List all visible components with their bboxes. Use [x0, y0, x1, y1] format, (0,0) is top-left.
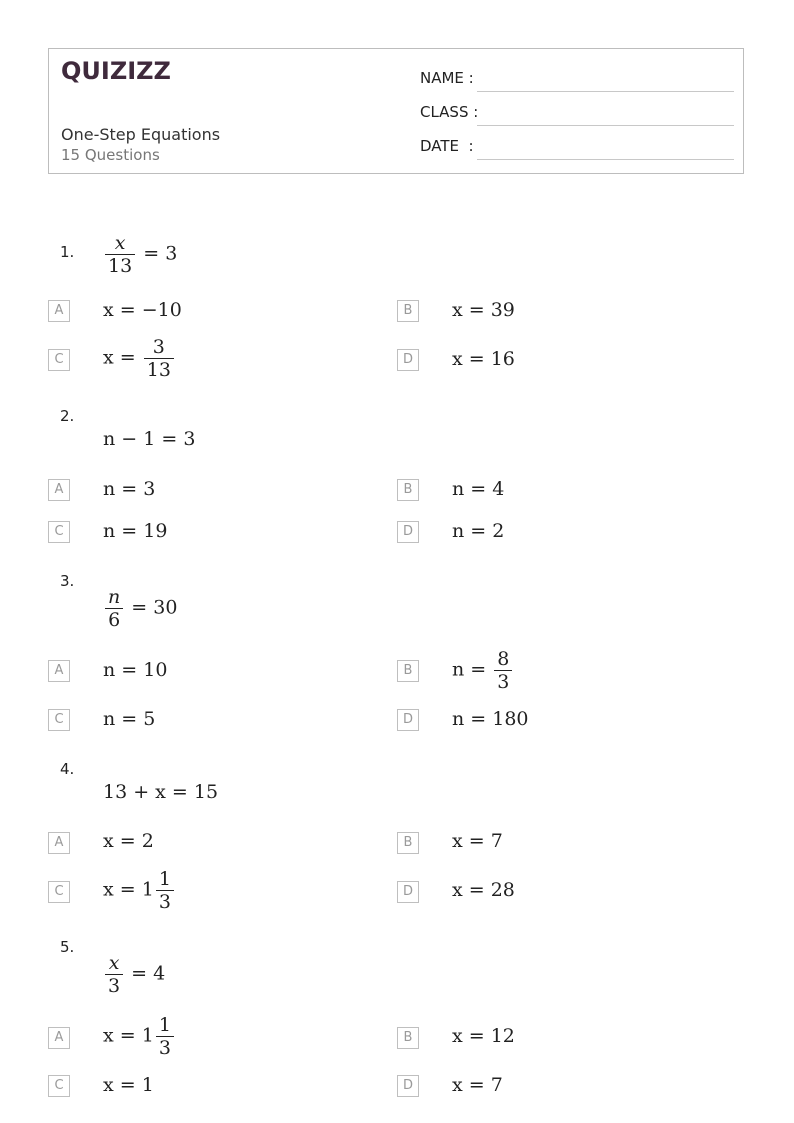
- option-a-text: x = 1 $\frac{1}{3}$: [103, 1014, 176, 1059]
- option-d-box[interactable]: D: [397, 709, 419, 731]
- option-c-box[interactable]: C: [48, 1075, 70, 1097]
- option-a-box[interactable]: A: [48, 300, 70, 322]
- option-c-text: x = 1: [103, 1074, 154, 1096]
- option-b-box[interactable]: B: [397, 832, 419, 854]
- worksheet-header: [48, 48, 744, 174]
- option-d-text: n = 180: [452, 708, 529, 730]
- question-number: 3.: [60, 572, 75, 590]
- option-b-text: n = $\frac{8}{3}$: [452, 648, 514, 693]
- option-b-box[interactable]: B: [397, 479, 419, 501]
- option-a-text: x = 2: [103, 830, 154, 852]
- name-field[interactable]: [420, 69, 734, 93]
- question-number: 1.: [60, 243, 75, 261]
- question-number: 2.: [60, 407, 75, 425]
- option-d-text: n = 2: [452, 520, 505, 542]
- option-b-text: x = 12: [452, 1025, 515, 1047]
- option-c-box[interactable]: C: [48, 709, 70, 731]
- option-b-text: x = 7: [452, 830, 503, 852]
- option-a-box[interactable]: A: [48, 660, 70, 682]
- option-a-text: n = 10: [103, 659, 168, 681]
- option-d-text: x = 7: [452, 1074, 503, 1096]
- class-field[interactable]: [420, 103, 734, 127]
- option-d-box[interactable]: D: [397, 881, 419, 903]
- option-d-text: x = 28: [452, 879, 515, 901]
- class-line[interactable]: [477, 125, 734, 126]
- option-b-box[interactable]: B: [397, 660, 419, 682]
- question-prompt: $\frac{n}{6}$ = 30: [103, 586, 177, 631]
- option-c-box[interactable]: C: [48, 521, 70, 543]
- question-prompt: $\frac{x}{3}$ = 4: [103, 952, 165, 997]
- option-a-box[interactable]: A: [48, 479, 70, 501]
- name-line[interactable]: [477, 91, 734, 92]
- option-c-text: n = 5: [103, 708, 156, 730]
- option-d-box[interactable]: D: [397, 349, 419, 371]
- question-number: 4.: [60, 760, 75, 778]
- date-label: DATE :: [420, 137, 474, 155]
- option-c-text: x = 1 $\frac{1}{3}$: [103, 868, 176, 913]
- option-a-text: x = −10: [103, 299, 182, 321]
- option-c-box[interactable]: C: [48, 349, 70, 371]
- option-c-box[interactable]: C: [48, 881, 70, 903]
- option-c-text: n = 19: [103, 520, 168, 542]
- date-field[interactable]: [420, 137, 734, 161]
- question-prompt: 13 + x = 15: [103, 781, 219, 803]
- option-a-box[interactable]: A: [48, 1027, 70, 1049]
- quizizz-logo: QUIZIZZ: [61, 57, 171, 85]
- date-line[interactable]: [477, 159, 734, 160]
- option-d-box[interactable]: D: [397, 521, 419, 543]
- option-b-text: n = 4: [452, 478, 505, 500]
- question-prompt: $\frac{x}{13}$ = 3: [103, 232, 177, 277]
- name-label: NAME :: [420, 69, 474, 87]
- option-b-box[interactable]: B: [397, 1027, 419, 1049]
- option-b-box[interactable]: B: [397, 300, 419, 322]
- question-prompt: n − 1 = 3: [103, 428, 196, 450]
- option-d-text: x = 16: [452, 348, 515, 370]
- question-count: 15 Questions: [61, 146, 160, 164]
- option-c-text: x = $\frac{3}{13}$: [103, 336, 176, 381]
- class-label: CLASS :: [420, 103, 479, 121]
- option-b-text: x = 39: [452, 299, 515, 321]
- option-a-text: n = 3: [103, 478, 156, 500]
- worksheet-title: One-Step Equations: [61, 125, 221, 144]
- option-d-box[interactable]: D: [397, 1075, 419, 1097]
- question-number: 5.: [60, 938, 75, 956]
- option-a-box[interactable]: A: [48, 832, 70, 854]
